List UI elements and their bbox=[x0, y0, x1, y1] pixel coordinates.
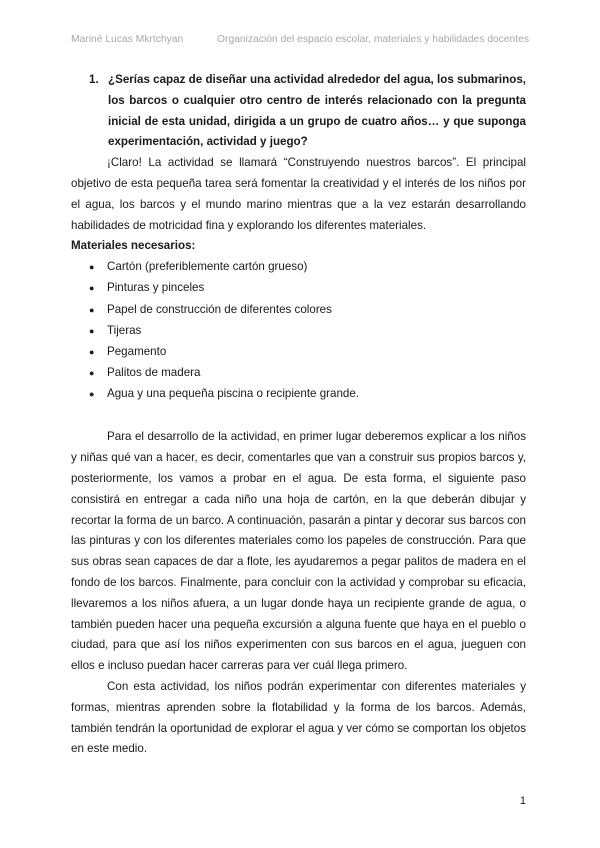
question-text: ¿Serías capaz de diseñar una actividad alrededor del agua, los submarinos, los barcos o cualquier otro centro de interés relacionado con la pregunta inicial de esta unidad, dirigida a un grupo de cuatro años… y que suponga experimentación, actividad y juego? bbox=[108, 73, 526, 149]
materials-heading: Materiales necesarios: bbox=[71, 239, 196, 253]
list-item bbox=[71, 300, 526, 321]
list-item-text: Agua y una pequeña piscina o recipiente grande. bbox=[107, 387, 360, 401]
bullet-icon: ● bbox=[89, 389, 95, 400]
bullet-icon: ● bbox=[89, 368, 95, 379]
header-title: Organización del espacio escolar, materiales y habilidades docentes bbox=[217, 34, 529, 45]
list-item bbox=[71, 278, 526, 299]
spacer bbox=[71, 405, 526, 427]
list-item bbox=[71, 342, 526, 363]
list-item-text: Papel de construcción de diferentes colores bbox=[107, 302, 332, 316]
bullet-icon: ● bbox=[89, 304, 95, 315]
development-paragraph: Para el desarrollo de la actividad, en primer lugar deberemos explicar a los niños y niñas qué van a hacer, es decir, comentarles que van a construir sus propios barcos y, posteriormente, los vamos a probar en el agua. De esta forma, el siguiente paso consistirá en entregar a cada niño una hoja de cartón, en la que deberán dibujar y recortar la forma de un barco. A continuación, pasarán a pintar y decorar sus barcos con las pinturas y con los diferentes materiales como los papeles de construcción. Para que sus obras sean capaces de dar a flote, les ayudaremos a pegar palitos de madera en el fondo de los barcos. Finalmente, para concluir con la actividad y comprobar su eficacia, llevaremos a los niños afuera, a un lugar donde haya un recipiente grande de agua, o también pueden hacer una pequeña excursión a alguna fuente que haya en el pueblo o ciudad, para que así los niños experimenten con sus barcos en el agua, jueguen con ellos e incluso puedan hacer carreras para ver cuál llega primero. bbox=[71, 430, 526, 673]
intro-paragraph: ¡Claro! La actividad se llamará “Construyendo nuestros barcos”. El principal objetivo de esta pequeña tarea será fomentar la creatividad y el interés de los niños por el agua, los barcos y el mundo marino mientras que a la vez estarán desarrollando habilidades de motricidad fina y explorando los diferentes materiales. bbox=[71, 156, 526, 232]
list-item-text: Pegamento bbox=[107, 344, 167, 358]
list-item bbox=[71, 363, 526, 384]
list-item-text: Palitos de madera bbox=[107, 366, 201, 380]
bullet-icon: ● bbox=[89, 262, 95, 273]
list-item-text: Pinturas y pinceles bbox=[107, 281, 205, 295]
closing-paragraph: Con esta actividad, los niños podrán experimentar con diferentes materiales y formas, mientras aprenden sobre la flotabilidad y la forma de los barcos. Además, también tendrán la oportunidad de explorar el agua y ver cómo se comportan los objetos en este medio. bbox=[71, 680, 527, 756]
bullet-icon: ● bbox=[89, 346, 95, 357]
list-item bbox=[71, 321, 526, 342]
page-number: 1 bbox=[519, 795, 526, 807]
page-body bbox=[71, 70, 526, 760]
question-block bbox=[71, 70, 526, 153]
list-item-text: Cartón (preferiblemente cartón grueso) bbox=[107, 260, 308, 274]
header-author: Mariné Lucas Mkrtchyan bbox=[71, 34, 184, 45]
bullet-icon: ● bbox=[89, 283, 95, 294]
list-item bbox=[71, 257, 526, 278]
page-header bbox=[71, 34, 529, 50]
question-number: 1. bbox=[89, 73, 99, 86]
list-item-text: Tijeras bbox=[107, 323, 142, 337]
bullet-icon: ● bbox=[89, 325, 95, 336]
list-item bbox=[71, 384, 526, 405]
materials-list bbox=[71, 257, 526, 405]
